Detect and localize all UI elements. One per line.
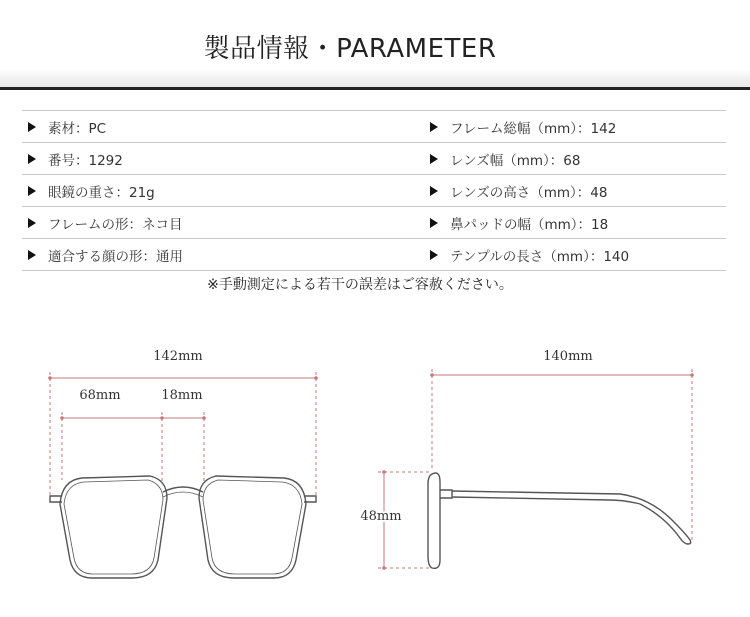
spec-text: テンプルの長さ（mm）：140 — [450, 248, 630, 265]
dimension-tick — [160, 416, 164, 420]
front-total-width-label: 142mm — [153, 349, 203, 364]
page-title: 製品情報・PARAMETER — [203, 34, 497, 64]
left-lens-inner-rim — [64, 480, 163, 574]
spec-text: フレーム総幅（mm）：142 — [450, 120, 617, 137]
dimension-tick — [60, 416, 64, 420]
side-dimension-lines — [378, 369, 692, 568]
side-lens-profile — [428, 473, 440, 568]
dimension-tick — [382, 470, 386, 474]
right-lens-rim — [199, 476, 306, 578]
spec-text: 眼鏡の重さ：21g — [48, 184, 155, 201]
spec-text: 番号：1292 — [48, 152, 123, 169]
dimension-tick — [314, 376, 318, 380]
glasses-side-view — [428, 473, 691, 568]
dimension-tick — [690, 373, 694, 377]
nose-bridge — [163, 487, 203, 492]
spec-text: 適合する顔の形：通用 — [48, 248, 183, 265]
side-temple-arm — [452, 491, 691, 544]
measurement-note: ※手動測定による若干の誤差はご容赦ください。 — [207, 277, 513, 293]
side-temple-length-label: 140mm — [543, 349, 593, 364]
glasses-front-view — [50, 476, 316, 578]
side-lens-height-label: 48mm — [360, 509, 402, 524]
dimension-tick — [202, 416, 206, 420]
front-bridge-width-label: 18mm — [161, 388, 203, 403]
dimension-tick — [382, 566, 386, 570]
spec-text: 素材：PC — [48, 120, 107, 137]
dimension-tick — [430, 373, 434, 377]
spec-text: フレームの形：ネコ目 — [48, 216, 183, 233]
spec-text: 鼻パッドの幅（mm）：18 — [450, 216, 609, 233]
left-lens-rim — [60, 476, 167, 578]
right-lens-inner-rim — [203, 480, 302, 574]
dimension-tick — [48, 376, 52, 380]
front-lens-width-label: 68mm — [79, 388, 121, 403]
spec-text: レンズの高さ（mm）：48 — [450, 184, 608, 201]
nose-bridge-inner — [163, 492, 203, 497]
spec-text: レンズ幅（mm）：68 — [450, 152, 581, 169]
side-hinge — [440, 490, 452, 498]
